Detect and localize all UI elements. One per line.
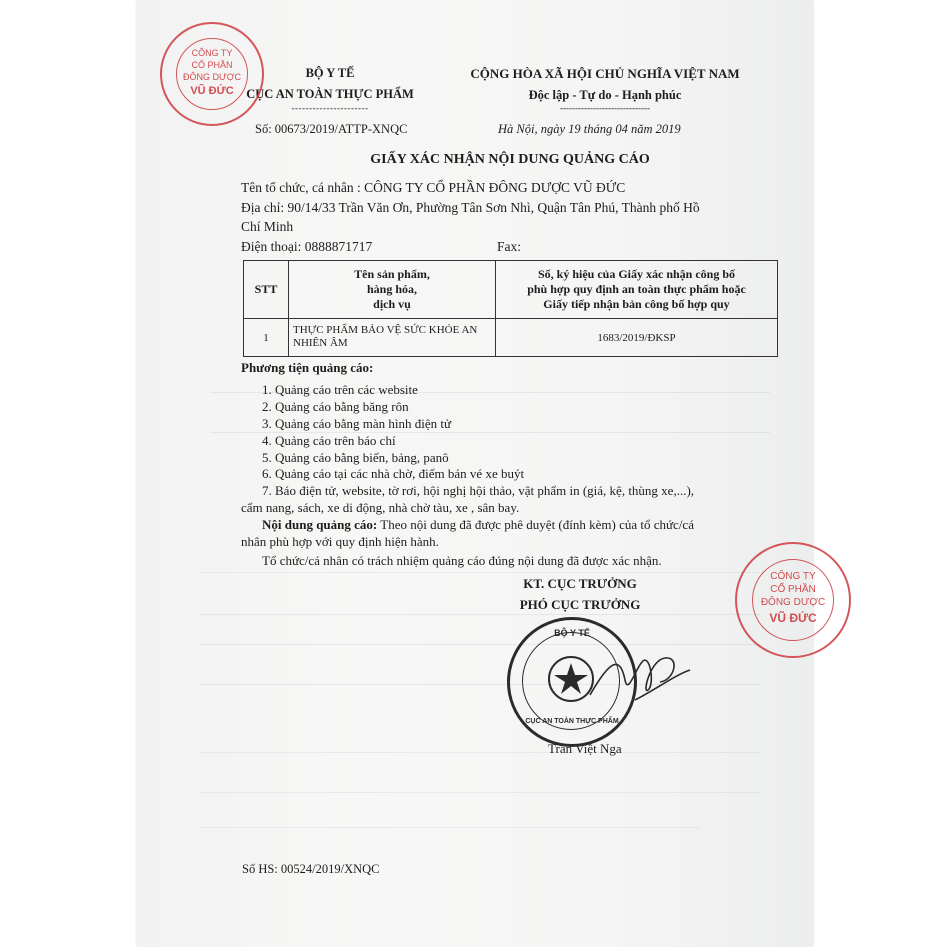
responsibility-statement: Tổ chức/cá nhân có trách nhiệm quảng cáo đúng nội dung đã được xác nhận.	[262, 553, 662, 568]
header-cert-line: Giấy tiếp nhận bản công bố hợp quy	[543, 297, 730, 311]
table-row	[244, 319, 778, 357]
list-item: 6. Quảng cáo tại các nhà chờ, điểm bán vé xe buýt	[262, 466, 525, 481]
header-stt: STT	[244, 261, 289, 319]
header-cert-line: phù hợp quy định an toàn thực phẩm hoặc	[527, 282, 746, 296]
stamp-text-line: CÔNG TY	[191, 48, 233, 58]
document-title: GIẤY XÁC NHẬN NỘI DUNG QUẢNG CÁO	[370, 152, 650, 167]
content-paragraph	[262, 517, 694, 533]
agency-name: CỤC AN TOÀN THỰC PHẨM	[246, 87, 414, 101]
signature-title-2: PHÓ CỤC TRƯỞNG	[519, 597, 641, 612]
content-label: Nội dung quảng cáo:	[262, 517, 378, 532]
hs-number: Số HS: 00524/2019/XNQC	[242, 862, 380, 876]
header-certificate	[496, 261, 778, 319]
address-line-1: Địa chỉ: 90/14/33 Trần Văn Ơn, Phường Tân Sơn Nhì, Quận Tân Phú, Thành phố Hồ	[241, 200, 700, 215]
list-item: 3. Quảng cáo bằng màn hình điện tử	[262, 416, 452, 431]
stamp-text-line: CÔNG TY	[770, 571, 816, 582]
header-product-line: hàng hóa,	[366, 282, 418, 296]
list-item: 2. Quảng cáo bằng băng rôn	[262, 399, 409, 414]
organization-line: Tên tổ chức, cá nhân : CÔNG TY CỔ PHẦN ĐÔNG DƯỢC VŨ ĐỨC	[241, 180, 626, 195]
content-text-line-2: nhân phù hợp với quy định hiện hành.	[241, 534, 439, 549]
header-product	[289, 261, 496, 319]
stamp-text-line: CỔ PHẦN	[770, 584, 816, 595]
cell-product-line: THỰC PHẨM BẢO VỆ SỨC KHỎE AN	[293, 323, 478, 336]
cell-certificate: 1683/2019/ĐKSP	[496, 319, 778, 357]
list-item: 7. Báo điện tử, website, tờ rơi, hội nghị hội thảo, vật phẩm in (giá, kệ, thùng xe,...),	[262, 483, 695, 498]
place-and-date: Hà Nội, ngày 19 tháng 04 năm 2019	[498, 122, 681, 136]
header-product-line: dịch vụ	[373, 297, 411, 311]
address-line-2: Chí Minh	[241, 219, 294, 234]
country-name: CỘNG HÒA XÃ HỘI CHỦ NGHĨA VIỆT NAM	[470, 66, 740, 81]
table-header-row	[244, 261, 778, 319]
company-stamp-top	[160, 22, 264, 126]
cell-product	[289, 319, 496, 357]
national-motto: Độc lập - Tự do - Hạnh phúc	[528, 88, 682, 102]
signer-name: Trần Việt Nga	[548, 741, 622, 756]
header-product-line: Tên sản phẩm,	[354, 267, 430, 281]
ministry-name: BỘ Y TẾ	[305, 66, 355, 80]
list-item: 4. Quảng cáo trên báo chí	[262, 433, 396, 448]
company-stamp-right	[735, 542, 851, 658]
list-item-continuation: cẩm nang, sách, xe di động, nhà chờ tàu, xe , sân bay.	[241, 500, 520, 515]
list-item: 1. Quảng cáo trên các website	[262, 382, 418, 397]
fax-line: Fax:	[497, 239, 522, 254]
seal-top-text: BỘ Y TẾ	[554, 628, 590, 638]
cell-stt: 1	[244, 319, 289, 357]
seal-bottom-text: CỤC AN TOÀN THỰC PHẨM	[525, 718, 619, 725]
header-cert-line: Số, ký hiệu của Giấy xác nhận công bố	[537, 267, 736, 281]
stamp-text-line: VŨ ĐỨC	[769, 611, 817, 625]
signature-title-1: KT. CỤC TRƯỞNG	[523, 576, 637, 591]
phone-line: Điện thoại: 0888871717	[241, 239, 373, 254]
agency-underline: ----------------------	[291, 103, 369, 113]
stamp-text-line: ĐÔNG DƯỢC	[183, 72, 241, 82]
handwritten-signature	[580, 640, 700, 710]
list-item: 5. Quảng cáo bằng biển, bảng, panô	[262, 450, 449, 465]
document-number: Số: 00673/2019/ATTP-XNQC	[255, 122, 408, 136]
content-text: Theo nội dung đã được phê duyệt (đính kèm) của tổ chức/cá	[377, 517, 694, 532]
stamp-text-line: ĐÔNG DƯỢC	[760, 597, 826, 608]
product-table	[243, 260, 778, 357]
stamp-text-line: CỔ PHẦN	[191, 60, 233, 70]
motto-underline: ------------------------------	[560, 103, 650, 113]
media-heading: Phương tiện quảng cáo:	[241, 360, 374, 375]
cell-product-line: NHIÊN ÂM	[293, 336, 348, 349]
stamp-text-line: VŨ ĐỨC	[190, 85, 234, 97]
